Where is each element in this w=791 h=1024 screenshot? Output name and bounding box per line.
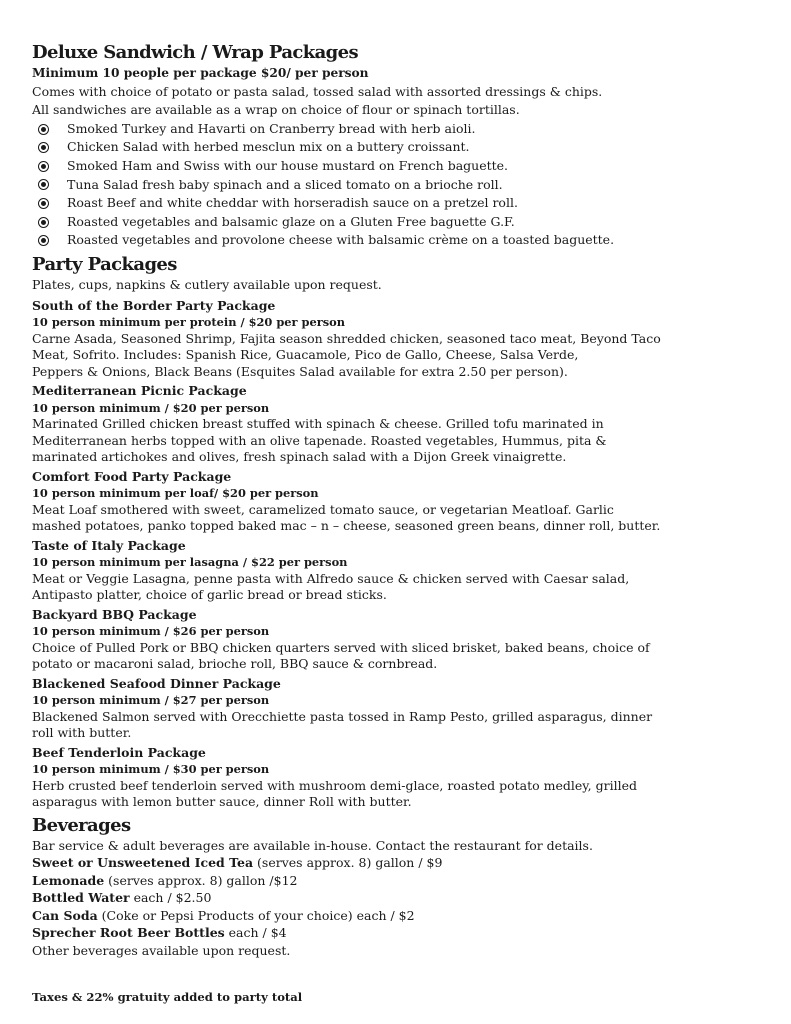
- section-heading: Party Packages: [32, 253, 177, 275]
- beverages-note: Bar service & adult beverages are available in-house. Contact the restaurant for details.: [32, 837, 593, 853]
- beverage-item: [32, 872, 787, 890]
- package-description: Meat Loaf smothered with sweet, caramelized tomato sauce, or vegetarian Meatloaf. Garlic: [32, 501, 614, 517]
- item-text: Smoked Turkey and Havarti on Cranberry bread with herb aioli.: [67, 120, 476, 136]
- section-heading: Beverages: [32, 814, 131, 836]
- sandwich-section: [32, 42, 787, 250]
- bullet-icon: [38, 198, 49, 209]
- package-description: Marinated Grilled chicken breast stuffed with spinach & cheese. Grilled tofu marinated in: [32, 416, 604, 432]
- package-description: Mediterranean herbs topped with an olive tapenade. Roasted vegetables, Hummus, pita &: [32, 432, 607, 448]
- item-text: Tuna Salad fresh baby spinach and a sliced tomato on a brioche roll.: [67, 176, 503, 192]
- beverage-name: Bottled Water: [32, 890, 130, 906]
- item-text: Roasted vegetables and provolone cheese with balsamic crème on a toasted baguette.: [67, 232, 615, 248]
- package-description: Herb crusted beef tenderloin served with mushroom demi-glace, roasted potato medley, grilled: [32, 777, 637, 793]
- beverage-item: [32, 907, 787, 925]
- beverage-name: Can Soda: [32, 907, 98, 923]
- list-item: [38, 231, 787, 250]
- package-minimum: 10 person minimum / $30 per person: [32, 762, 270, 777]
- item-text: Chicken Salad with herbed mesclun mix on a buttery croissant.: [67, 139, 470, 155]
- package-description: Peppers & Onions, Black Beans (Esquites Salad available for extra 2.50 per person).: [32, 363, 568, 379]
- beverage-item: [32, 924, 787, 942]
- package-description: Blackened Salmon served with Orecchiette pasta tossed in Ramp Pesto, grilled asparagus, dinner: [32, 708, 653, 724]
- package-name: Mediterranean Picnic Package: [32, 383, 247, 399]
- beverage-detail: each / $4: [224, 925, 287, 941]
- package-name: South of the Border Party Package: [32, 297, 276, 313]
- package-description: Meat or Veggie Lasagna, penne pasta with Alfredo sauce & chicken served with Caesar salad,: [32, 570, 630, 586]
- beverages-section: [32, 815, 787, 960]
- bullet-icon: [38, 161, 49, 172]
- bullet-icon: [38, 179, 49, 190]
- package-description: asparagus with lemon butter sauce, dinner Roll with butter.: [32, 794, 412, 810]
- gratuity-note: Taxes & 22% gratuity added to party total: [32, 990, 303, 1005]
- party-package: [32, 745, 787, 811]
- beverage-item: [32, 854, 787, 872]
- package-description: potato or macaroni salad, brioche roll, BBQ sauce & cornbread.: [32, 656, 438, 672]
- list-item: [38, 120, 787, 139]
- party-package: [32, 607, 787, 673]
- bullet-icon: [38, 124, 49, 135]
- package-minimum: 10 person minimum / $27 per person: [32, 693, 270, 708]
- item-text: Smoked Ham and Swiss with our house mustard on French baguette.: [67, 157, 509, 173]
- list-item: [38, 213, 787, 232]
- beverage-detail: (Coke or Pepsi Products of your choice) each / $2: [97, 907, 415, 923]
- package-description: mashed potatoes, panko topped baked mac – n – cheese, seasoned green beans, dinner roll, butter.: [32, 518, 661, 534]
- sandwich-line: All sandwiches are available as a wrap on choice of flour or spinach tortillas.: [32, 102, 520, 118]
- item-text: Roast Beef and white cheddar with horseradish sauce on a pretzel roll.: [67, 195, 518, 211]
- list-item: [38, 194, 787, 213]
- party-package: [32, 676, 787, 742]
- package-name: Backyard BBQ Package: [32, 606, 197, 622]
- section-heading: Deluxe Sandwich / Wrap Packages: [32, 42, 359, 63]
- list-item: [38, 157, 787, 176]
- package-description: Antipasto platter, choice of garlic bread or bread sticks.: [32, 587, 387, 603]
- party-section: [32, 254, 787, 811]
- list-item: [38, 176, 787, 195]
- package-description: Carne Asada, Seasoned Shrimp, Fajita season shredded chicken, seasoned taco meat, Beyond Taco: [32, 330, 661, 346]
- sandwich-minimum: Minimum 10 people per package $20/ per person: [32, 66, 369, 80]
- menu-page: [32, 42, 787, 1005]
- beverage-detail: (serves approx. 8) gallon /$12: [104, 872, 298, 888]
- package-minimum: 10 person minimum / $26 per person: [32, 624, 270, 639]
- party-package: [32, 538, 787, 604]
- package-name: Taste of Italy Package: [32, 537, 186, 553]
- sandwich-line: Comes with choice of potato or pasta salad, tossed salad with assorted dressings & chips.: [32, 83, 603, 99]
- package-name: Beef Tenderloin Package: [32, 744, 206, 760]
- item-text: Roasted vegetables and balsamic glaze on a Gluten Free baguette G.F.: [67, 213, 515, 229]
- beverage-name: Sweet or Unsweetened Iced Tea: [32, 855, 254, 871]
- beverage-name: Lemonade: [32, 872, 105, 888]
- party-package: [32, 469, 787, 535]
- package-name: Comfort Food Party Package: [32, 468, 232, 484]
- package-minimum: 10 person minimum / $20 per person: [32, 400, 270, 415]
- bullet-icon: [38, 217, 49, 228]
- party-note: Plates, cups, napkins & cutlery available upon request.: [32, 276, 382, 292]
- package-list: [32, 298, 787, 811]
- package-name: Blackened Seafood Dinner Package: [32, 675, 281, 691]
- package-description: marinated artichokes and olives, fresh spinach salad with a Dijon Greek vinaigrette.: [32, 449, 567, 465]
- package-description: roll with butter.: [32, 725, 132, 741]
- package-description: Meat, Sofrito. Includes: Spanish Rice, Guacamole, Pico de Gallo, Cheese, Salsa Verde,: [32, 347, 579, 363]
- package-minimum: 10 person minimum per lasagna / $22 per person: [32, 555, 348, 570]
- beverages-footer-note: Other beverages available upon request.: [32, 942, 291, 958]
- sandwich-list: [32, 120, 787, 250]
- party-package: [32, 298, 787, 381]
- party-package: [32, 383, 787, 466]
- package-description: Choice of Pulled Pork or BBQ chicken quarters served with sliced brisket, baked beans, choice of: [32, 639, 650, 655]
- list-item: [38, 138, 787, 157]
- package-minimum: 10 person minimum per loaf/ $20 per person: [32, 486, 319, 501]
- beverage-detail: (serves approx. 8) gallon / $9: [253, 855, 443, 871]
- package-minimum: 10 person minimum per protein / $20 per person: [32, 315, 346, 330]
- bullet-icon: [38, 142, 49, 153]
- beverage-item: [32, 889, 787, 907]
- beverage-detail: each / $2.50: [129, 890, 212, 906]
- bullet-icon: [38, 235, 49, 246]
- beverage-name: Sprecher Root Beer Bottles: [32, 925, 225, 941]
